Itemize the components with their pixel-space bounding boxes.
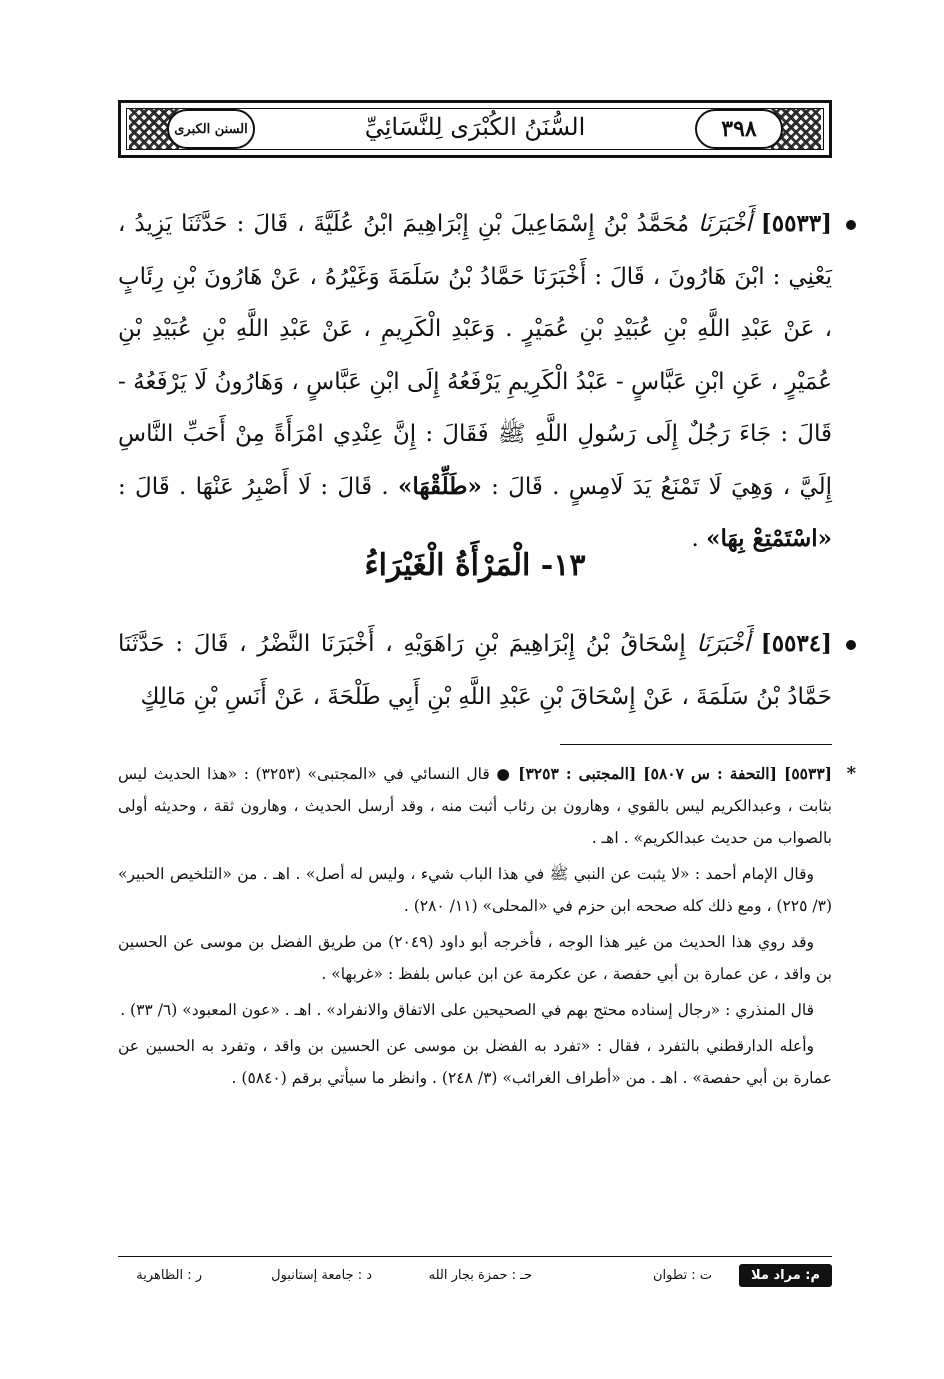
hadith-paragraph [118, 618, 832, 723]
notes-separator [560, 744, 832, 745]
book-logo [167, 109, 255, 149]
page-header [118, 100, 832, 158]
book-logo-text: السنن الكبرى [174, 121, 248, 137]
siglum-istanbul: د : جامعة إستانبول [271, 1268, 372, 1283]
footnote-star-icon: * [846, 763, 856, 784]
hadith-text-3: . [691, 526, 699, 552]
footnotes [118, 758, 856, 1098]
footnote-main [118, 758, 856, 854]
hadith-text: إِسْحَاقُ بْنُ إِبْرَاهِيمَ بْنِ رَاهَوَيْهِ ، أَخْبَرَنَا النَّضْرُ ، قَالَ : حَدَّثَنَا حَمَّادُ بْنُ سَلَمَةَ ، عَنْ إِسْحَاقَ بْنِ عَبْدِ اللَّهِ بْنِ أَبِي طَلْحَةَ ، عَنْ أَنَسِ بْنِ مَالِكٍ [118, 631, 832, 710]
page-number: ٣٩٨ [721, 116, 757, 142]
footer-separator [118, 1256, 832, 1257]
bullet-icon [846, 640, 856, 650]
hadith-number: [٥٥٣٣] [760, 210, 833, 237]
hadith-5533 [118, 198, 832, 566]
hadith-text: مُحَمَّدُ بْنُ إِسْمَاعِيلَ بْنِ إِبْرَاهِيمَ ابْنُ عُلَيَّةَ ، قَالَ : حَدَّثَنَا يَزِيدُ ، يَعْنِي : ابْنَ هَارُونَ ، قَالَ : أَخْبَرَنَا حَمَّادُ بْنُ سَلَمَةَ وَغَيْرُهُ ، عَنْ هَارُونَ بْنِ رِئَابٍ ، عَنْ عَبْدِ اللَّهِ بْنِ عُبَيْدِ بْنِ عُمَيْرٍ . وَعَبْدِ الْكَرِيمِ ، عَنْ عَبْدِ اللَّهِ بْنِ عُبَيْدِ بْنِ عُمَيْرٍ ، عَنِ ابْنِ عَبَّاسٍ - عَبْدُ الْكَرِيمِ يَرْفَعُهُ إِلَى ابْنِ عَبَّاسٍ ، وَهَارُونُ لَا يَرْفَعُهُ - قَالَ : جَاءَ رَجُلٌ إِلَى رَسُولِ اللَّهِ ﷺ فَقَالَ : إِنَّ عِنْدِي امْرَأَةً مِنْ أَحَبِّ النَّاسِ إِلَيَّ ، وَهِيَ لَا تَمْنَعُ يَدَ لَامِسٍ . قَالَ : [118, 211, 833, 500]
footnote-text-2: وقال الإمام أحمد : «لا يثبت عن النبي ﷺ في هذا الباب شيء ، وليس له أصل» . اهـ . من «التلخيص الحبير» (٣/ ٢٢٥) ، ومع ذلك كله صححه ابن حزم في «المحلى» (١١/ ٢٨٠) . [118, 865, 832, 915]
footnote-text-5: وأعله الدارقطني بالتفرد ، فقال : «تفرد به الفضل بن موسى عن الحسين بن واقد ، وتفرد به الحسين عن عمارة بن أبي حفصة» . اهـ . من «أطراف الغرائب» (٣/ ٢٤٨) . وانظر ما سيأتي برقم (٥٨٤٠) . [118, 1037, 832, 1087]
prophet-quote-1: «طَلِّقْهَا» [397, 472, 482, 500]
siglum-muhaqqiq: م: مراد ملا [739, 1264, 832, 1287]
footnote-reference: [٥٥٣٣] [التحفة : س ٥٨٠٧] [المجتبى : ٣٢٥٣] [518, 764, 832, 783]
hadith-number: [٥٥٣٤] [760, 630, 832, 657]
footnote-text-1: ● قال النسائي في «المجتبى» (٣٢٥٣) : «هذا الحديث ليس بثابت ، وعبدالكريم ليس بالقوي ، وهارون بن رئاب أثبت منه ، وقد أرسل الحديث ، وهارون ثقة ، وحديثه أولى بالصواب من حديث عبدالكريم» . اهـ . [118, 765, 832, 847]
akhbarana-word: أَخْبَرَنَا [696, 631, 751, 657]
siglum-tetouan: ت : تطوان [652, 1268, 712, 1283]
bullet-icon [846, 220, 856, 230]
akhbarana-word: أَخْبَرَنَا [698, 211, 752, 237]
hadith-text-2: . قَالَ : لَا أَصْبِرُ عَنْهَا . قَالَ : [118, 473, 389, 500]
siglum-zahiriyya: ر : الظاهرية [136, 1268, 202, 1283]
siglum-hamza: حـ : حمزة بجار الله [428, 1268, 532, 1283]
footnote-text-4: قال المنذري : «رجال إسناده محتج بهم في الصحيحين على الاتفاق والانفراد» . اهـ . «عون المعبود» (٦/ ٣٣) . [120, 1001, 814, 1019]
footnote-text-3: وقد روي هذا الحديث من غير هذا الوجه ، فأخرجه أبو داود (٢٠٤٩) من طريق الفضل بن موسى عن الحسين بن واقد ، عن عمارة بن أبي حفصة ، عن عكرمة عن ابن عباس بلفظ : «غربها» . [118, 933, 832, 983]
hadith-paragraph [118, 198, 832, 566]
chapter-heading: ١٣- الْمَرْأَةُ الْغَيْرَاءُ [364, 548, 586, 583]
manuscript-sigla [118, 1262, 832, 1290]
page-number-badge [695, 109, 783, 149]
running-title: السُّنَنُ الكُبْرَى لِلنَّسَائِيِّ [364, 113, 586, 141]
hadith-5534 [118, 618, 832, 723]
prophet-quote-2: «اسْتَمْتِعْ بِهَا» [706, 525, 832, 552]
